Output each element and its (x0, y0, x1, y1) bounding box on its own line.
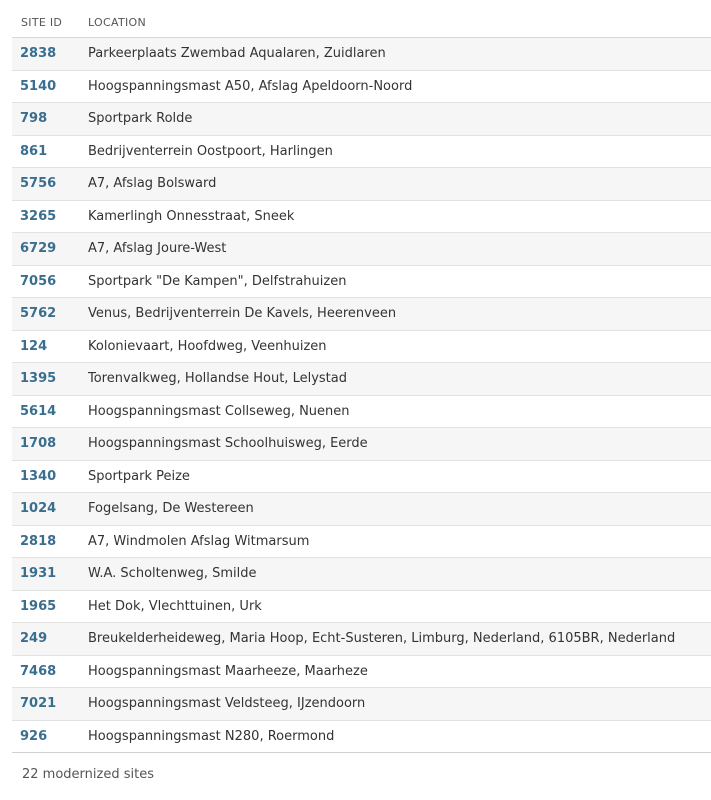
table-row (12, 526, 711, 559)
site-location: Sportpark "De Kampen", Delfstrahuizen (88, 273, 347, 289)
table-row (12, 266, 711, 299)
site-id-link[interactable]: 5614 (20, 403, 57, 419)
table-row (12, 591, 711, 624)
site-location: Torenvalkweg, Hollandse Hout, Lelystad (88, 371, 347, 387)
site-location: Het Dok, Vlechttuinen, Urk (88, 598, 262, 614)
site-id-link[interactable]: 5140 (20, 78, 57, 94)
table-row (12, 201, 711, 234)
site-location: Fogelsang, De Westereen (88, 501, 254, 517)
site-id-link[interactable]: 2818 (20, 533, 57, 549)
sites-table (12, 8, 711, 753)
site-id-link[interactable]: 861 (20, 143, 48, 159)
site-location: Sportpark Rolde (88, 111, 193, 127)
site-location: A7, Afslag Joure-West (88, 241, 227, 257)
column-header-location[interactable]: LOCATION (88, 16, 146, 29)
site-location: Kamerlingh Onnesstraat, Sneek (88, 208, 295, 224)
table-footer (12, 752, 711, 782)
table-row (12, 493, 711, 526)
table-row (12, 623, 711, 656)
site-location: Hoogspanningsmast Collseweg, Nuenen (88, 403, 350, 419)
site-id-link[interactable]: 5762 (20, 306, 57, 322)
site-id-link[interactable]: 926 (20, 728, 48, 744)
site-location: Hoogspanningsmast Maarheeze, Maarheze (88, 663, 368, 679)
table-row (12, 71, 711, 104)
table-row (12, 721, 711, 754)
site-location: W.A. Scholtenweg, Smilde (88, 566, 257, 582)
site-id-link[interactable]: 1965 (20, 598, 57, 614)
site-id-link[interactable]: 1340 (20, 468, 57, 484)
site-id-link[interactable]: 124 (20, 338, 48, 354)
table-row (12, 363, 711, 396)
site-location: Sportpark Peize (88, 468, 190, 484)
table-row (12, 136, 711, 169)
site-location: Hoogspanningsmast A50, Afslag Apeldoorn-Noord (88, 78, 413, 94)
site-id-link[interactable]: 249 (20, 631, 48, 647)
site-id-link[interactable]: 1931 (20, 566, 57, 582)
table-row (12, 298, 711, 331)
site-location: Venus, Bedrijventerrein De Kavels, Heerenveen (88, 306, 397, 322)
table-row (12, 103, 711, 136)
site-id-link[interactable]: 7468 (20, 663, 57, 679)
table-header (12, 8, 711, 38)
table-row (12, 688, 711, 721)
column-header-site-id[interactable]: SITE ID (21, 16, 63, 29)
site-id-link[interactable]: 1395 (20, 371, 57, 387)
site-id-link[interactable]: 798 (20, 111, 48, 127)
table-row (12, 168, 711, 201)
site-id-link[interactable]: 1024 (20, 501, 57, 517)
sites-count-summary: 22 modernized sites (22, 767, 154, 782)
site-location: Hoogspanningsmast N280, Roermond (88, 728, 335, 744)
site-id-link[interactable]: 1708 (20, 436, 57, 452)
table-row (12, 656, 711, 689)
site-id-link[interactable]: 6729 (20, 241, 57, 257)
site-location: Breukelderheideweg, Maria Hoop, Echt-Susteren, Limburg, Nederland, 6105BR, Nederland (88, 631, 676, 647)
site-id-link[interactable]: 7021 (20, 696, 57, 712)
site-id-link[interactable]: 2838 (20, 46, 57, 62)
table-row (12, 461, 711, 494)
site-location: Hoogspanningsmast Veldsteeg, IJzendoorn (88, 696, 366, 712)
site-location: A7, Afslag Bolsward (88, 176, 217, 192)
site-location: Bedrijventerrein Oostpoort, Harlingen (88, 143, 333, 159)
site-id-link[interactable]: 5756 (20, 176, 57, 192)
table-row (12, 428, 711, 461)
table-row (12, 396, 711, 429)
site-location: Parkeerplaats Zwembad Aqualaren, Zuidlaren (88, 46, 386, 62)
table-row (12, 558, 711, 591)
site-location: Hoogspanningsmast Schoolhuisweg, Eerde (88, 436, 368, 452)
site-id-link[interactable]: 7056 (20, 273, 57, 289)
table-body (12, 38, 711, 753)
site-location: Kolonievaart, Hoofdweg, Veenhuizen (88, 338, 327, 354)
site-location: A7, Windmolen Afslag Witmarsum (88, 533, 310, 549)
site-id-link[interactable]: 3265 (20, 208, 57, 224)
table-row (12, 38, 711, 71)
table-row (12, 331, 711, 364)
table-row (12, 233, 711, 266)
